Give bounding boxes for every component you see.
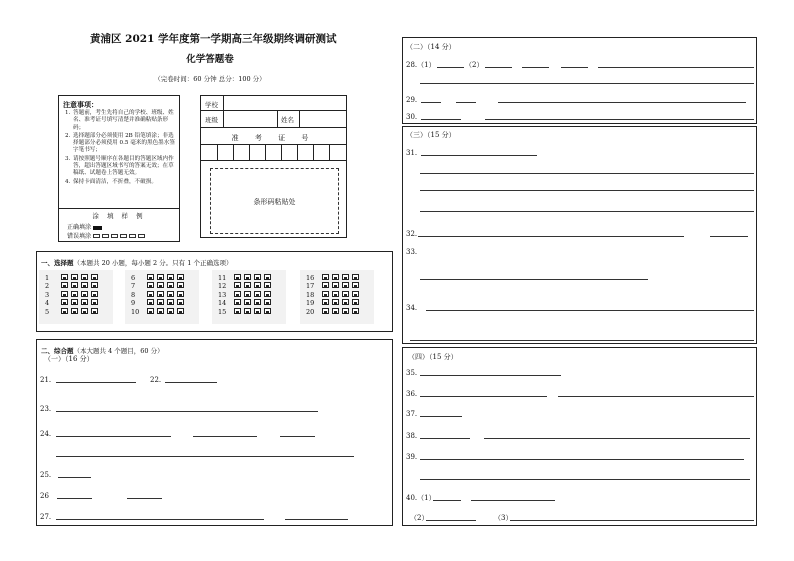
choice-option-bubble[interactable] xyxy=(352,282,359,288)
choice-option-bubble[interactable] xyxy=(167,274,174,280)
choice-question-number: 3 xyxy=(45,290,50,299)
choice-option-bubble[interactable] xyxy=(71,291,78,297)
q40-1-answer-line-2[interactable] xyxy=(471,500,555,501)
choice-option-bubble[interactable] xyxy=(81,291,88,297)
q32-label: 32. xyxy=(406,230,418,238)
choice-question-number: 2 xyxy=(45,282,50,291)
choice-option-row xyxy=(147,291,184,297)
q23-label: 23. xyxy=(40,405,52,413)
name-field[interactable] xyxy=(301,112,345,125)
choice-option-bubble[interactable] xyxy=(322,274,329,280)
name-label: 姓名 xyxy=(281,116,294,124)
q39-answer-line-2[interactable] xyxy=(420,479,750,480)
q27-answer-line-1[interactable] xyxy=(56,519,264,520)
choice-option-row xyxy=(147,308,184,314)
q33-answer-line[interactable] xyxy=(420,279,648,280)
choice-option-row xyxy=(234,291,271,297)
choice-option-bubble[interactable] xyxy=(342,291,349,297)
choice-option-row xyxy=(322,299,359,305)
choice-question-number: 17 xyxy=(306,282,315,291)
choice-question-number: 18 xyxy=(306,290,315,299)
q32-answer-line-1[interactable] xyxy=(418,236,684,237)
correct-fill-example: 正确填涂 xyxy=(67,222,102,231)
q35-label: 35. xyxy=(406,369,418,377)
q31-answer-line-4[interactable] xyxy=(420,211,754,212)
q28-2-answer-line-2[interactable] xyxy=(522,67,549,68)
choice-option-bubble[interactable] xyxy=(157,274,164,280)
q21-label: 21. xyxy=(40,376,52,384)
choice-option-bubble[interactable] xyxy=(342,274,349,280)
q39-answer-line-1[interactable] xyxy=(420,459,744,460)
choice-option-row xyxy=(61,274,98,280)
choice-option-bubble[interactable] xyxy=(147,291,154,297)
wrong-fill-example: 错误填涂 xyxy=(67,231,147,240)
choice-option-row xyxy=(322,274,359,280)
choice-option-bubble[interactable] xyxy=(61,299,68,305)
choice-option-bubble[interactable] xyxy=(234,308,241,314)
choice-question-number: 19 xyxy=(306,299,315,308)
q28-extra-line[interactable] xyxy=(420,83,754,84)
q22-answer-line[interactable] xyxy=(165,382,217,383)
choice-option-bubble[interactable] xyxy=(81,299,88,305)
choice-option-bubble[interactable] xyxy=(244,308,251,314)
choice-option-bubble[interactable] xyxy=(332,308,339,314)
exam-title: 黄浦区 2021 学年度第一学期高三年级期终调研测试 xyxy=(90,33,337,45)
choice-question-number: 12 xyxy=(218,282,227,291)
choice-option-bubble[interactable] xyxy=(157,308,164,314)
choice-option-bubble[interactable] xyxy=(234,274,241,280)
filled-mark-icon xyxy=(93,226,102,230)
choice-option-bubble[interactable] xyxy=(167,308,174,314)
choice-option-bubble[interactable] xyxy=(234,299,241,305)
q37-answer-line[interactable] xyxy=(420,416,462,417)
choice-option-row xyxy=(147,274,184,280)
choice-option-bubble[interactable] xyxy=(167,282,174,288)
q29-answer-line-3[interactable] xyxy=(498,102,746,103)
choice-option-bubble[interactable] xyxy=(322,308,329,314)
q32-answer-line-2[interactable] xyxy=(710,236,748,237)
choice-option-bubble[interactable] xyxy=(332,274,339,280)
q36-answer-line-2[interactable] xyxy=(558,396,754,397)
q34-answer-line-1[interactable] xyxy=(426,310,754,311)
choice-option-bubble[interactable] xyxy=(91,299,98,305)
choice-option-bubble[interactable] xyxy=(167,299,174,305)
admission-number-label: 准 考 证 号 xyxy=(231,134,316,142)
q24-answer-line-3[interactable] xyxy=(280,436,315,437)
choice-option-bubble[interactable] xyxy=(147,308,154,314)
choice-option-bubble[interactable] xyxy=(157,299,164,305)
choice-option-bubble[interactable] xyxy=(322,291,329,297)
choice-question-number: 4 xyxy=(45,299,50,308)
choice-option-bubble[interactable] xyxy=(71,282,78,288)
choice-option-row xyxy=(61,308,98,314)
choice-option-bubble[interactable] xyxy=(177,274,184,280)
choice-question-number: 1 xyxy=(45,274,50,282)
choice-option-bubble[interactable] xyxy=(352,299,359,305)
choice-option-bubble[interactable] xyxy=(81,282,88,288)
school-field[interactable] xyxy=(225,97,345,109)
notice-list xyxy=(65,110,175,187)
q28-1-answer-line[interactable] xyxy=(437,67,464,68)
q21-answer-line[interactable] xyxy=(56,382,136,383)
q29-answer-line-2[interactable] xyxy=(456,102,476,103)
choice-option-row xyxy=(147,299,184,305)
part-three-label: （三）（15 分） xyxy=(406,131,456,139)
choice-option-bubble[interactable] xyxy=(264,291,271,297)
choice-option-row xyxy=(234,274,271,280)
choice-option-bubble[interactable] xyxy=(264,274,271,280)
q28-2-answer-line-4[interactable] xyxy=(598,67,754,68)
q24-answer-line-1[interactable] xyxy=(56,436,171,437)
q24-label: 24. xyxy=(40,430,52,438)
choice-option-bubble[interactable] xyxy=(147,274,154,280)
q27-label: 27. xyxy=(40,513,52,521)
q31-label: 31. xyxy=(406,149,418,157)
choice-option-bubble[interactable] xyxy=(147,282,154,288)
choice-question-number: 6 xyxy=(131,274,136,282)
choice-option-row xyxy=(61,282,98,288)
q29-answer-line-1[interactable] xyxy=(421,102,441,103)
q35-answer-line[interactable] xyxy=(420,375,561,376)
choice-question-number: 9 xyxy=(131,299,136,308)
choice-option-bubble[interactable] xyxy=(71,299,78,305)
q30-answer-line-1[interactable] xyxy=(421,119,461,120)
q40-1-answer-line-1[interactable] xyxy=(433,500,461,501)
choice-option-row xyxy=(147,282,184,288)
choice-option-bubble[interactable] xyxy=(157,282,164,288)
q28-2-answer-line-3[interactable] xyxy=(561,67,588,68)
choice-question-number: 7 xyxy=(131,282,136,291)
choice-option-row xyxy=(61,299,98,305)
choice-option-bubble[interactable] xyxy=(61,308,68,314)
choice-question-number: 8 xyxy=(131,290,136,299)
choice-section-title: 一、选择题（本题共 20 小题，每小题 2 分。只有 1 个正确选项） xyxy=(41,259,233,267)
q40-3-label: （3） xyxy=(494,514,513,522)
notice-heading: 注意事项： xyxy=(63,100,98,109)
choice-option-bubble[interactable] xyxy=(71,308,78,314)
choice-option-bubble[interactable] xyxy=(91,282,98,288)
exam-time-info: （完卷时间：60 分钟 总分：100 分） xyxy=(154,75,266,83)
choice-option-bubble[interactable] xyxy=(167,291,174,297)
q24-answer-line-2[interactable] xyxy=(193,436,257,437)
choice-option-bubble[interactable] xyxy=(177,291,184,297)
q31-answer-line-3[interactable] xyxy=(420,190,754,191)
choice-option-bubble[interactable] xyxy=(234,282,241,288)
choice-option-bubble[interactable] xyxy=(81,274,88,280)
q25-label: 25. xyxy=(40,471,52,479)
choice-question-number: 20 xyxy=(306,307,315,316)
choice-question-number: 15 xyxy=(218,307,227,316)
choice-question-number: 11 xyxy=(218,274,227,282)
choice-option-bubble[interactable] xyxy=(332,299,339,305)
part-one-label: （一）（16 分） xyxy=(44,355,94,363)
q36-answer-line-1[interactable] xyxy=(420,396,547,397)
q34-answer-line-2[interactable] xyxy=(410,340,754,341)
choice-option-bubble[interactable] xyxy=(91,291,98,297)
barcode-label: 条形码粘贴处 xyxy=(253,198,296,206)
choice-option-bubble[interactable] xyxy=(332,282,339,288)
q38-answer-line-1[interactable] xyxy=(420,438,470,439)
choice-option-bubble[interactable] xyxy=(234,291,241,297)
notice-box xyxy=(58,95,180,242)
choice-question-number: 16 xyxy=(306,274,315,282)
choice-option-bubble[interactable] xyxy=(322,282,329,288)
notice-item: 1. 答题前，考生先将自己的学校、班级、姓名、准考证号填写清楚并准确粘贴条形码； xyxy=(65,110,174,131)
choice-question-number: 10 xyxy=(131,307,140,316)
choice-option-bubble[interactable] xyxy=(91,274,98,280)
choice-option-row xyxy=(322,308,359,314)
synthesis-section-title: 二、综合题（本大题共 4 个题目，60 分） xyxy=(41,347,164,355)
choice-option-bubble[interactable] xyxy=(244,274,251,280)
q29-label: 29. xyxy=(406,96,418,104)
q40-2-answer-line[interactable] xyxy=(426,520,476,521)
q26-answer-line-1[interactable] xyxy=(57,498,92,499)
choice-option-bubble[interactable] xyxy=(254,282,261,288)
q26-answer-line-2[interactable] xyxy=(127,498,162,499)
q30-answer-line-2[interactable] xyxy=(485,119,754,120)
choice-option-bubble[interactable] xyxy=(61,274,68,280)
choice-option-bubble[interactable] xyxy=(352,308,359,314)
choice-option-bubble[interactable] xyxy=(177,282,184,288)
fill-example-title: 涂 填 样 例 xyxy=(92,212,146,220)
choice-option-bubble[interactable] xyxy=(264,282,271,288)
choice-option-row xyxy=(234,308,271,314)
choice-option-bubble[interactable] xyxy=(342,299,349,305)
wrong-marks-icon xyxy=(93,233,147,240)
choice-question-number: 5 xyxy=(45,307,50,316)
choice-option-row xyxy=(61,291,98,297)
choice-option-bubble[interactable] xyxy=(352,274,359,280)
choice-option-bubble[interactable] xyxy=(157,291,164,297)
q28-2-label: （2） xyxy=(465,61,484,69)
choice-option-bubble[interactable] xyxy=(254,291,261,297)
q28-2-answer-line-1[interactable] xyxy=(485,67,512,68)
choice-option-bubble[interactable] xyxy=(254,274,261,280)
part-three-section xyxy=(402,126,757,344)
choice-option-bubble[interactable] xyxy=(332,291,339,297)
notice-item: 2. 选择题部分必须使用 2B 铅笔填涂；非选择题部分必须使用 0.5 毫米的黑色墨水签字笔书写； xyxy=(65,132,175,154)
choice-option-bubble[interactable] xyxy=(244,291,251,297)
q28-label: 28.（1） xyxy=(406,61,436,69)
exam-subtitle: 化学答题卷 xyxy=(186,54,234,65)
q24-answer-line-4[interactable] xyxy=(56,456,354,457)
school-label: 学校 xyxy=(205,101,218,109)
q31-answer-line-2[interactable] xyxy=(420,173,754,174)
q37-label: 37. xyxy=(406,410,418,418)
class-field[interactable] xyxy=(225,112,275,125)
choice-option-bubble[interactable] xyxy=(254,308,261,314)
q27-answer-line-2[interactable] xyxy=(285,519,348,520)
choice-option-row xyxy=(234,282,271,288)
choice-option-bubble[interactable] xyxy=(147,299,154,305)
choice-option-bubble[interactable] xyxy=(322,299,329,305)
choice-option-bubble[interactable] xyxy=(61,291,68,297)
q38-answer-line-2[interactable] xyxy=(484,438,750,439)
q33-label: 33. xyxy=(406,248,418,256)
q30-label: 30. xyxy=(406,113,418,121)
choice-option-bubble[interactable] xyxy=(342,282,349,288)
choice-option-bubble[interactable] xyxy=(244,299,251,305)
choice-option-bubble[interactable] xyxy=(177,299,184,305)
part-two-label: （二）（14 分） xyxy=(406,43,456,51)
choice-option-bubble[interactable] xyxy=(81,308,88,314)
choice-question-number: 13 xyxy=(218,290,227,299)
choice-option-row xyxy=(234,299,271,305)
q36-label: 36. xyxy=(406,390,418,398)
choice-option-bubble[interactable] xyxy=(352,291,359,297)
notice-divider xyxy=(59,208,179,209)
q39-label: 39. xyxy=(406,453,418,461)
choice-option-bubble[interactable] xyxy=(61,282,68,288)
q25-answer-line[interactable] xyxy=(58,477,91,478)
q34-label: 34. xyxy=(406,304,418,312)
q26-label: 26 xyxy=(40,492,49,500)
part-four-label: （四）（15 分） xyxy=(408,353,458,361)
choice-option-bubble[interactable] xyxy=(71,274,78,280)
q38-label: 38. xyxy=(406,432,418,440)
class-label: 班级 xyxy=(205,116,218,124)
admission-number-field[interactable] xyxy=(201,144,346,160)
choice-option-bubble[interactable] xyxy=(254,299,261,305)
choice-question-number: 14 xyxy=(218,299,227,308)
notice-item: 4. 保持卡面清洁，不折叠，不破损。 xyxy=(65,178,157,185)
notice-item: 3. 请按照题号顺序在各题目的答题区域内作答，超出答题区域书写的答案无效；在草稿纸、试题卷上答题无效。 xyxy=(65,155,174,177)
choice-option-bubble[interactable] xyxy=(264,308,271,314)
barcode-area xyxy=(210,168,339,234)
q40-label: 40.（1） xyxy=(406,494,436,502)
q23-answer-line[interactable] xyxy=(56,411,318,412)
choice-option-row xyxy=(322,282,359,288)
choice-option-bubble[interactable] xyxy=(177,308,184,314)
choice-option-bubble[interactable] xyxy=(264,299,271,305)
choice-option-bubble[interactable] xyxy=(244,282,251,288)
q40-3-answer-line[interactable] xyxy=(510,520,754,521)
q31-answer-line-1[interactable] xyxy=(421,155,537,156)
choice-option-bubble[interactable] xyxy=(91,308,98,314)
q22-label: 22. xyxy=(150,376,162,384)
choice-option-bubble[interactable] xyxy=(342,308,349,314)
choice-option-row xyxy=(322,291,359,297)
q40-2-label: （2） xyxy=(410,514,429,522)
